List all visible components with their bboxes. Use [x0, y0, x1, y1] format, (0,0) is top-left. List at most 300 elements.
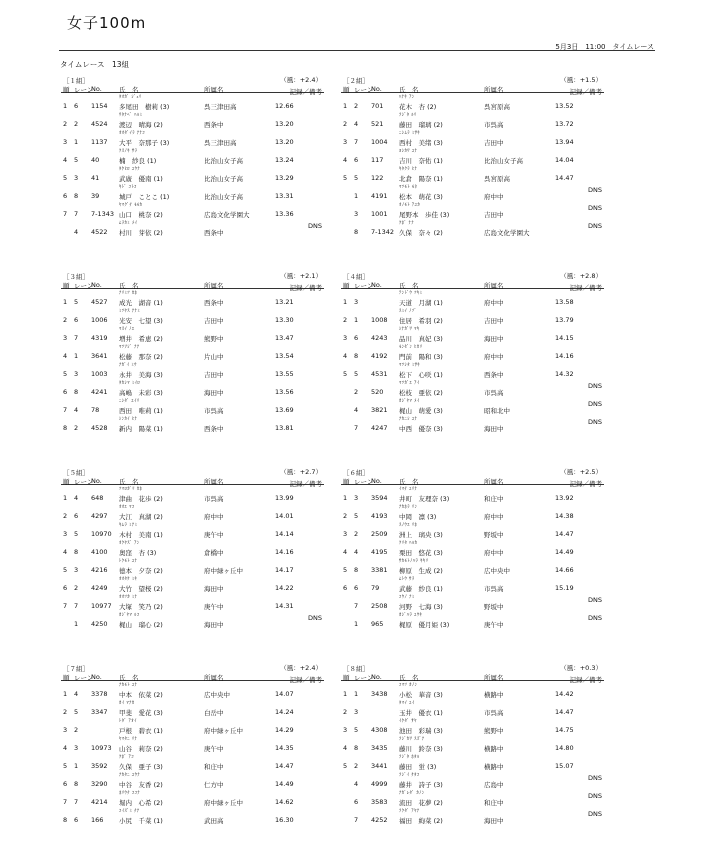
athlete-name: 甲斐 愛花 (3) [119, 708, 163, 717]
bib-number: 4243 [371, 333, 388, 342]
lane: 7 [74, 797, 79, 806]
bib-number: 41 [91, 173, 100, 182]
athlete-name: 藤田 瑠璃 (2) [399, 120, 443, 129]
bib-number: 3583 [371, 797, 388, 806]
athlete-name: 尾野本 歩佳 (3) [399, 210, 450, 219]
lane: 4 [74, 493, 79, 502]
athlete-name: 増井 希恵 (2) [119, 334, 163, 343]
col-header-lane: レーン [354, 674, 374, 682]
heat-header-row [341, 672, 604, 684]
result-row [61, 539, 324, 557]
lane: 5 [74, 297, 79, 306]
school-name: 熊野中 [204, 334, 224, 343]
lane: 4 [354, 405, 359, 414]
lane: 7 [354, 815, 359, 824]
result-row [341, 681, 604, 699]
result-row [341, 343, 604, 361]
rank: 6 [63, 191, 68, 200]
school-name: 広中央中 [484, 566, 510, 575]
school-name: 吉田中 [204, 370, 224, 379]
heat-block [61, 271, 324, 433]
col-header-record: 記録／備考 [289, 284, 322, 292]
name-kana: ｵﾉﾓﾄ ｱﾕｶ [399, 203, 421, 208]
col-header-name: 氏 名 [119, 282, 139, 290]
athlete-name: 河野 七海 (3) [399, 602, 443, 611]
record: 13.31 [275, 191, 294, 200]
record: 14.75 [555, 725, 574, 734]
rank: 1 [343, 493, 348, 502]
result-row [341, 147, 604, 165]
athlete-name: 住居 希羽 (2) [399, 316, 443, 325]
name-kana: ｲﾏﾁ ﾕﾘﾅ [399, 487, 418, 492]
name-kana: ｵｸﾔｽﾞ ｱﾝ [119, 541, 140, 546]
athlete-name: 城戸 ことこ (1) [119, 192, 170, 201]
athlete-name: 小松 華音 (3) [399, 690, 443, 699]
record: 13.58 [555, 297, 574, 306]
bib-number: 3592 [91, 761, 108, 770]
lane: 3 [354, 209, 359, 218]
school-name: 熊野中 [484, 726, 504, 735]
result-row [61, 557, 324, 575]
school-name: 市呉高 [484, 388, 504, 397]
athlete-name: 大竹 望桜 (2) [119, 584, 163, 593]
wind-reading: （風：+1.5） [560, 76, 602, 84]
rank: 2 [343, 315, 348, 324]
name-kana: ﾅｶﾎﾗ ﾘﾝ [399, 505, 418, 510]
result-row [61, 147, 324, 165]
athlete-name: 西田 唯莉 (1) [119, 406, 163, 415]
result-row [341, 593, 604, 611]
record: 15.19 [555, 583, 574, 592]
col-header-lane: レーン [354, 86, 374, 94]
rank: 5 [63, 369, 68, 378]
bib-number: 4216 [91, 565, 108, 574]
col-header-juni: 順 [63, 674, 70, 682]
heat-label: ［７組］ [63, 665, 89, 673]
date-line: 5月3日 11:00 タイムレース [555, 43, 654, 51]
athlete-name: 中岡 凛 (3) [399, 512, 437, 521]
result-row [61, 575, 324, 593]
result-row [61, 219, 324, 237]
name-kana: ﾑﾄｳ ｻﾗ [399, 577, 415, 582]
rank: 5 [63, 761, 68, 770]
school-name: 府中中 [484, 548, 504, 557]
result-row [61, 789, 324, 807]
athlete-name: 久保 奈々 (2) [399, 228, 443, 237]
name-kana: ｲｹﾀﾞ ｻﾔ [399, 719, 417, 724]
result-row [61, 165, 324, 183]
school-name: 呉三津田高 [204, 102, 237, 111]
rank: 1 [63, 689, 68, 698]
lane: 1 [74, 761, 79, 770]
school-name: 海田中 [204, 388, 224, 397]
result-row [61, 521, 324, 539]
result-row [341, 289, 604, 307]
lane: 8 [74, 547, 79, 556]
col-header-juni: 順 [63, 478, 70, 486]
col-header-record: 記録／備考 [569, 284, 602, 292]
result-row [61, 183, 324, 201]
school-name: 横路中 [484, 744, 504, 753]
bib-number: 965 [371, 619, 384, 628]
school-name: 府中緑ヶ丘中 [204, 726, 243, 735]
wind-reading: （風：+2.4） [280, 76, 322, 84]
lane: 2 [354, 761, 359, 770]
name-kana: ｶｲ ﾏﾅｶ [119, 701, 135, 706]
result-row [341, 485, 604, 503]
athlete-name: 津曲 花歩 (2) [119, 494, 163, 503]
name-kana: ﾏﾂﾓﾄ ﾓﾈ [399, 185, 418, 190]
lane: 6 [74, 315, 79, 324]
record: 14.16 [555, 351, 574, 360]
school-name: 広中央中 [204, 690, 230, 699]
record: 14.31 [275, 601, 294, 610]
name-kana: ｽﾐｲ ﾉｿﾞ [399, 309, 417, 314]
record: 14.24 [275, 707, 294, 716]
name-kana: ﾏﾂｼﾀ ﾐｻｷ [399, 363, 421, 368]
lane: 1 [354, 191, 359, 200]
record: 13.72 [555, 119, 574, 128]
athlete-name: 松本 萌花 (3) [399, 192, 443, 201]
result-row [61, 771, 324, 789]
athlete-name: 藤川 鈴奈 (3) [399, 744, 443, 753]
record: 14.29 [275, 725, 294, 734]
school-name: 西条中 [484, 370, 504, 379]
rank: 2 [63, 119, 68, 128]
school-name: 横路中 [484, 762, 504, 771]
record: 13.29 [275, 173, 294, 182]
record: 13.56 [275, 387, 294, 396]
record: 14.47 [555, 173, 574, 182]
col-header-record: 記録／備考 [569, 88, 602, 96]
bib-number: 520 [371, 387, 384, 396]
bib-number: 4528 [91, 423, 108, 432]
name-kana: ﾀｵｶﾞ ｼﾞｭﾘ [119, 95, 142, 100]
rank: 4 [63, 155, 68, 164]
bib-number: 2509 [371, 529, 388, 538]
bib-number: 79 [371, 583, 380, 592]
col-header-name: 氏 名 [399, 674, 419, 682]
school-name: 野坂中 [484, 530, 504, 539]
rank: 2 [63, 315, 68, 324]
athlete-name: 吉川 奈佑 (1) [399, 156, 443, 165]
rank: 8 [63, 815, 68, 824]
lane: 7 [74, 209, 79, 218]
record: 13.21 [275, 297, 294, 306]
record: 14.49 [555, 547, 574, 556]
bib-number: 4527 [91, 297, 108, 306]
result-row [341, 789, 604, 807]
heat-block [61, 663, 324, 825]
lane: 7 [354, 423, 359, 432]
record: 14.17 [275, 565, 294, 574]
record: 14.07 [275, 689, 294, 698]
name-kana: ﾂﾏﾛｶﾞﾘ ｶﾎ [119, 487, 143, 492]
result-row [61, 307, 324, 325]
remark: DNS [588, 774, 602, 782]
school-name: 倉橋中 [204, 548, 224, 557]
result-row [61, 343, 324, 361]
lane: 4 [354, 119, 359, 128]
name-kana: ﾄﾀﾞ ｱｵｲ [119, 719, 137, 724]
record: 14.80 [555, 743, 574, 752]
rank: 1 [343, 297, 348, 306]
result-row [341, 539, 604, 557]
result-row [61, 485, 324, 503]
rank: 7 [63, 797, 68, 806]
rank: 3 [63, 529, 68, 538]
record: 14.04 [555, 155, 574, 164]
result-row [61, 379, 324, 397]
name-kana: ﾏｽｲ ﾉｴ [119, 327, 135, 332]
athlete-name: 武藤 紗良 (1) [399, 584, 443, 593]
rank: 1 [63, 297, 68, 306]
result-row [341, 165, 604, 183]
bib-number: 3290 [91, 779, 108, 788]
result-row [341, 717, 604, 735]
athlete-name: 大江 真湖 (2) [119, 512, 163, 521]
lane: 4 [74, 405, 79, 414]
school-name: 西条中 [204, 120, 224, 129]
athlete-name: 井町 友理奈 (3) [399, 494, 450, 503]
rank: 3 [343, 137, 348, 146]
name-kana: ﾓﾝｾﾞﾝ ﾋｶﾘ [399, 345, 423, 350]
name-kana: ﾏﾂｶﾞｴ ｱｲ [399, 381, 420, 386]
lane: 1 [354, 689, 359, 698]
school-name: 市呉高 [484, 708, 504, 717]
bib-number: 1004 [371, 137, 388, 146]
school-name: 海田中 [484, 816, 504, 825]
name-kana: ﾀｶｼﾏ ﾐｲﾛ [119, 381, 141, 386]
rank: 3 [343, 333, 348, 342]
rank: 4 [63, 351, 68, 360]
wind-reading: （風：+2.4） [280, 664, 322, 672]
lane: 5 [354, 511, 359, 520]
rank: 5 [343, 565, 348, 574]
result-row [61, 503, 324, 521]
athlete-name: 流田 花夢 (2) [399, 798, 443, 807]
name-kana: ｷﾄﾞ ｺﾄｺ [119, 185, 137, 190]
bib-number: 4191 [371, 191, 388, 200]
bib-number: 1137 [91, 137, 108, 146]
result-row [61, 325, 324, 343]
record: 14.15 [555, 333, 574, 342]
heat-top [61, 75, 324, 84]
athlete-name: 松藤 那奈 (2) [119, 352, 163, 361]
rank: 4 [343, 547, 348, 556]
name-kana: ｺﾏﾂ ｶﾉﾝ [399, 683, 418, 688]
result-row [61, 681, 324, 699]
lane: 5 [74, 155, 79, 164]
lane: 5 [74, 707, 79, 716]
lane: 2 [74, 119, 79, 128]
school-name: 府中中 [484, 192, 504, 201]
lane: 1 [354, 315, 359, 324]
rank: 1 [63, 101, 68, 110]
heat-top [61, 271, 324, 280]
name-kana: ｶｼﾞﾊﾗ ﾕｳｷ [399, 613, 423, 618]
school-name: 呉三津田高 [204, 138, 237, 147]
heat-block [341, 75, 604, 237]
record: 14.35 [275, 743, 294, 752]
lane: 3 [74, 173, 79, 182]
name-kana: ﾌｸﾀﾞ ｱﾔﾅ [399, 809, 420, 814]
remark: DNS [308, 614, 322, 622]
bib-number: 4241 [91, 387, 108, 396]
school-name: 呉宮原高 [484, 102, 510, 111]
result-row [341, 111, 604, 129]
remark: DNS [588, 204, 602, 212]
record: 13.24 [275, 155, 294, 164]
bib-number: 4999 [371, 779, 388, 788]
rank: 6 [63, 583, 68, 592]
athlete-name: 成光 湖音 (1) [119, 298, 163, 307]
bib-number: 7-1343 [91, 209, 115, 218]
school-name: 庚午中 [204, 530, 224, 539]
record: 13.20 [275, 137, 294, 146]
wind-reading: （風：+2.5） [560, 468, 602, 476]
record: 14.47 [555, 707, 574, 716]
rank: 4 [343, 743, 348, 752]
remark: DNS [588, 792, 602, 800]
school-name: 和庄中 [484, 798, 504, 807]
lane: 3 [74, 743, 79, 752]
rank: 3 [63, 333, 68, 342]
col-header-school: 所属名 [204, 674, 224, 682]
school-name: 呉宮原高 [484, 174, 510, 183]
bib-number: 1003 [91, 369, 108, 378]
rank: 4 [343, 155, 348, 164]
col-header-juni: 順 [343, 478, 350, 486]
heat-top [61, 467, 324, 476]
result-row [341, 219, 604, 237]
name-kana: ｺｲｽﾞﾐ ﾁﾅ [119, 809, 140, 814]
school-name: 府中中 [484, 352, 504, 361]
athlete-name: 中本 依菜 (2) [119, 690, 163, 699]
record: 13.47 [275, 333, 294, 342]
result-row [61, 593, 324, 611]
lane: 2 [354, 387, 359, 396]
lane: 7 [74, 601, 79, 610]
col-header-juni: 順 [343, 282, 350, 290]
result-row [61, 129, 324, 147]
athlete-name: 德本 夕奈 (2) [119, 566, 163, 575]
bib-number: 4214 [91, 797, 108, 806]
record: 13.36 [275, 209, 294, 218]
bib-number: 4249 [91, 583, 108, 592]
bib-number: 1001 [371, 209, 388, 218]
bib-number: 3641 [91, 351, 108, 360]
athlete-name: 山谷 莉奈 (2) [119, 744, 163, 753]
name-kana: ﾌｼﾞﾀ ﾎﾀﾙ [399, 755, 420, 760]
col-header-school: 所属名 [204, 282, 224, 290]
heat-block [341, 271, 604, 433]
col-header-school: 所属名 [484, 86, 504, 94]
bib-number: 3441 [371, 761, 388, 770]
name-kana: ﾑﾗｶﾐ ﾒｲ [119, 221, 138, 226]
bib-number: 4192 [371, 351, 388, 360]
athlete-name: 門前 陽和 (3) [399, 352, 443, 361]
name-kana: ﾊﾅｷ ｱﾝ [399, 95, 415, 100]
athlete-name: 品川 真妃 (3) [399, 334, 443, 343]
school-name: 野坂中 [484, 602, 504, 611]
lane: 4 [74, 227, 79, 236]
record: 13.20 [275, 119, 294, 128]
col-header-juni: 順 [63, 86, 70, 94]
result-row [61, 753, 324, 771]
result-row [341, 503, 604, 521]
school-name: 西条中 [204, 298, 224, 307]
bib-number: 4250 [91, 619, 108, 628]
lane: 2 [354, 101, 359, 110]
bib-number: 117 [371, 155, 384, 164]
rank: 1 [63, 493, 68, 502]
lane: 5 [354, 173, 359, 182]
athlete-name: 堀内 心希 (2) [119, 798, 163, 807]
heat-header-row [341, 84, 604, 96]
remark: DNS [308, 222, 322, 230]
remark: DNS [588, 382, 602, 390]
athlete-name: 栗田 悠花 (3) [399, 548, 443, 557]
result-row [341, 735, 604, 753]
lane: 4 [354, 779, 359, 788]
record: 14.16 [275, 547, 294, 556]
result-row [341, 699, 604, 717]
lane: 2 [74, 725, 79, 734]
school-name: 比治山女子高 [204, 156, 243, 165]
record: 14.32 [555, 369, 574, 378]
result-row [341, 361, 604, 379]
bib-number: 4524 [91, 119, 108, 128]
name-kana: ﾌｼﾞﾀ ﾙﾘ [399, 113, 417, 118]
athlete-name: 北倉 陽奈 (1) [399, 174, 443, 183]
col-header-school: 所属名 [204, 86, 224, 94]
result-row [341, 753, 604, 771]
athlete-name: 松枝 亜依 (2) [399, 388, 443, 397]
record: 14.49 [275, 779, 294, 788]
athlete-name: 永井 美海 (3) [119, 370, 163, 379]
rank: 4 [343, 351, 348, 360]
bib-number: 648 [91, 493, 104, 502]
heat-top [61, 663, 324, 672]
name-kana: ﾅｶﾓﾄ ﾕﾅ [119, 683, 138, 688]
bib-number: 3594 [371, 493, 388, 502]
record: 14.38 [555, 511, 574, 520]
heat-top [341, 75, 604, 84]
athlete-name: 山口 桃奈 (2) [119, 210, 163, 219]
name-kana: ﾏﾂﾌｼﾞ ﾅﾅ [119, 345, 140, 350]
record: 13.94 [555, 137, 574, 146]
lane: 7 [74, 333, 79, 342]
record: 14.42 [555, 689, 574, 698]
school-name: 比治山女子高 [204, 192, 243, 201]
lane: 3 [354, 707, 359, 716]
lane: 4 [354, 547, 359, 556]
record: 13.69 [275, 405, 294, 414]
heat-block [341, 663, 604, 825]
school-name: 府中緑ヶ丘中 [204, 566, 243, 575]
record: 13.54 [275, 351, 294, 360]
lane: 8 [74, 779, 79, 788]
col-header-record: 記録／備考 [289, 480, 322, 488]
heat-label: ［８組］ [343, 665, 369, 673]
result-row [61, 361, 324, 379]
record: 14.47 [275, 761, 294, 770]
bib-number: 78 [91, 405, 100, 414]
col-header-school: 所属名 [204, 478, 224, 486]
record: 13.79 [555, 315, 574, 324]
athlete-name: 小尻 千菜 (1) [119, 816, 163, 825]
